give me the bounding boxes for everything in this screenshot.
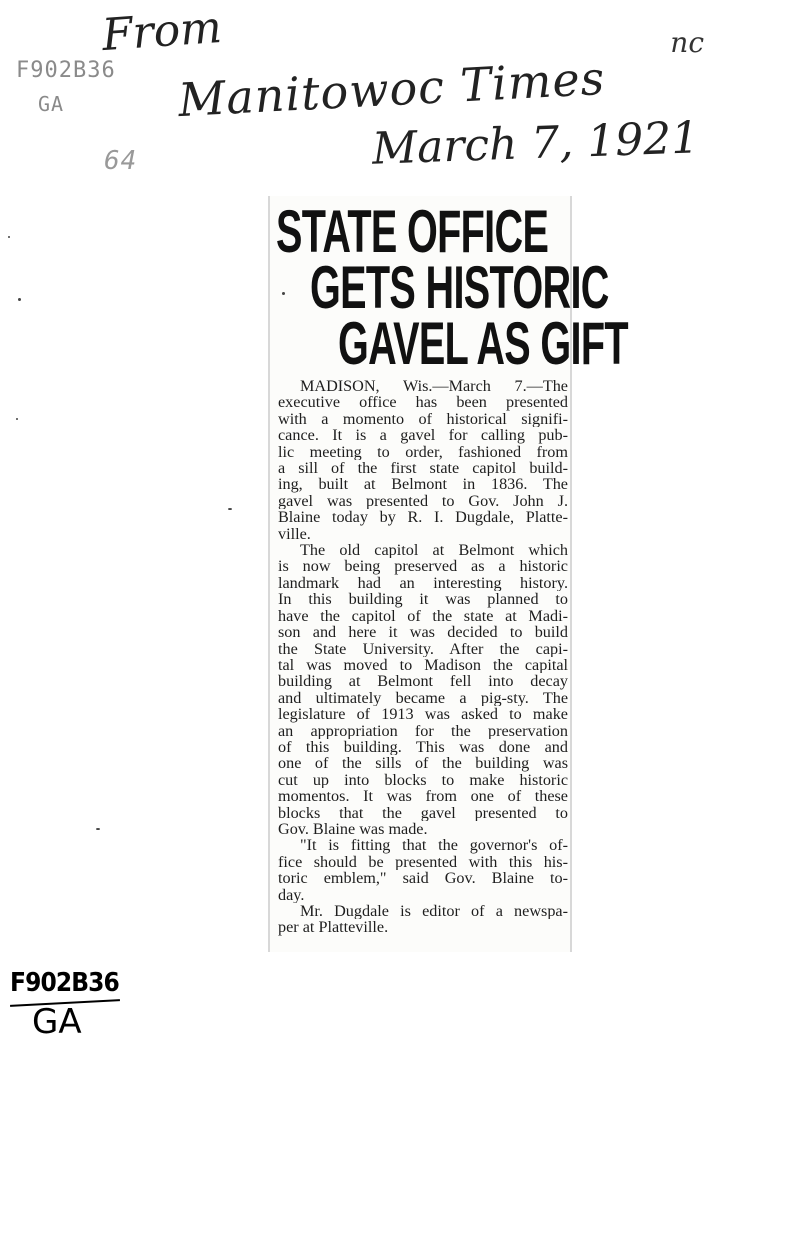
article-line: toric emblem," said Gov. Blaine to- <box>278 870 568 887</box>
article-line: day. <box>278 886 305 903</box>
article-line: momentos. It was from one of these <box>278 788 568 805</box>
article-body <box>278 378 568 936</box>
pencil-catalog-code: F902B36 <box>16 58 116 83</box>
pencil-ga-mark: GA <box>38 92 65 116</box>
article-line: with a momento of historical signifi- <box>278 410 568 428</box>
article-line: legislature of 1913 was asked to make <box>278 706 568 723</box>
scan-speck <box>282 292 285 295</box>
scan-speck <box>228 508 232 510</box>
article-line: The old capitol at Belmont which <box>300 542 568 559</box>
newspaper-clipping <box>268 196 628 952</box>
article-line: an appropriation for the preservation <box>278 722 568 739</box>
pencil-page-number: 64 <box>104 146 138 176</box>
article-line: and ultimately became a pig-sty. The <box>278 689 568 707</box>
article-line: Gov. Blaine was made. <box>278 820 428 838</box>
article-line: gavel was presented to Gov. John J. <box>278 492 568 510</box>
scan-speck <box>16 418 18 420</box>
clipping-left-edge <box>268 196 270 952</box>
headline-line: GAVEL AS GIFT <box>338 310 628 377</box>
scan-speck <box>96 828 100 830</box>
article-line: executive office has been presented <box>278 394 568 411</box>
article-line: one of the sills of the building was <box>278 755 568 772</box>
ink-catalog-code: F902B36 <box>10 968 119 998</box>
scan-speck <box>8 236 10 238</box>
article-line: Blaine today by R. I. Dugdale, Platte- <box>278 509 568 526</box>
handwritten-source-note: Manitowoc Times <box>176 50 607 128</box>
article-line: have the capitol of the state at Madi- <box>278 607 568 625</box>
scan-speck <box>18 298 21 301</box>
handwritten-from-note: From <box>100 1 224 62</box>
article-line: "It is fitting that the governor's of- <box>300 837 568 854</box>
article-line: fice should be presented with this his- <box>278 853 568 871</box>
article-line: MADISON, Wis.—March 7.—The <box>300 378 568 395</box>
corner-mark: nc <box>670 26 704 59</box>
article-paragraph <box>278 542 568 837</box>
article-line: Mr. Dugdale is editor of a newspa- <box>300 903 568 920</box>
article-line: a sill of the first state capitol build- <box>278 460 568 477</box>
article-line: of this building. This was done and <box>278 738 568 756</box>
article-paragraph <box>278 378 568 542</box>
ink-ga-mark: GA <box>32 1002 82 1042</box>
article-line: ville. <box>278 525 311 543</box>
headline-line: STATE OFFICE <box>276 198 549 265</box>
article-line: tal was moved to Madison the capital <box>278 656 568 674</box>
article-line: blocks that the gavel presented to <box>278 804 568 821</box>
article-line: cut up into blocks to make historic <box>278 771 568 789</box>
article-line: cance. It is a gavel for calling pub- <box>278 427 568 444</box>
handwritten-date-note: March 7, 1921 <box>371 112 701 175</box>
headline-line: GETS HISTORIC <box>310 254 609 321</box>
article-line: the State University. After the capi- <box>278 640 568 657</box>
article-line: son and here it was decided to build <box>278 624 568 641</box>
article-line: landmark had an interesting history. <box>278 574 568 592</box>
article-paragraph <box>278 903 568 936</box>
article-line: is now being preserved as a historic <box>278 558 568 575</box>
article-line: lic meeting to order, fashioned from <box>278 443 568 461</box>
article-line: building at Belmont fell into decay <box>278 673 568 690</box>
article-paragraph <box>278 837 568 903</box>
article-line: ing, built at Belmont in 1836. The <box>278 476 568 493</box>
article-line: In this building it was planned to <box>278 591 568 608</box>
article-line: per at Platteville. <box>278 919 389 936</box>
